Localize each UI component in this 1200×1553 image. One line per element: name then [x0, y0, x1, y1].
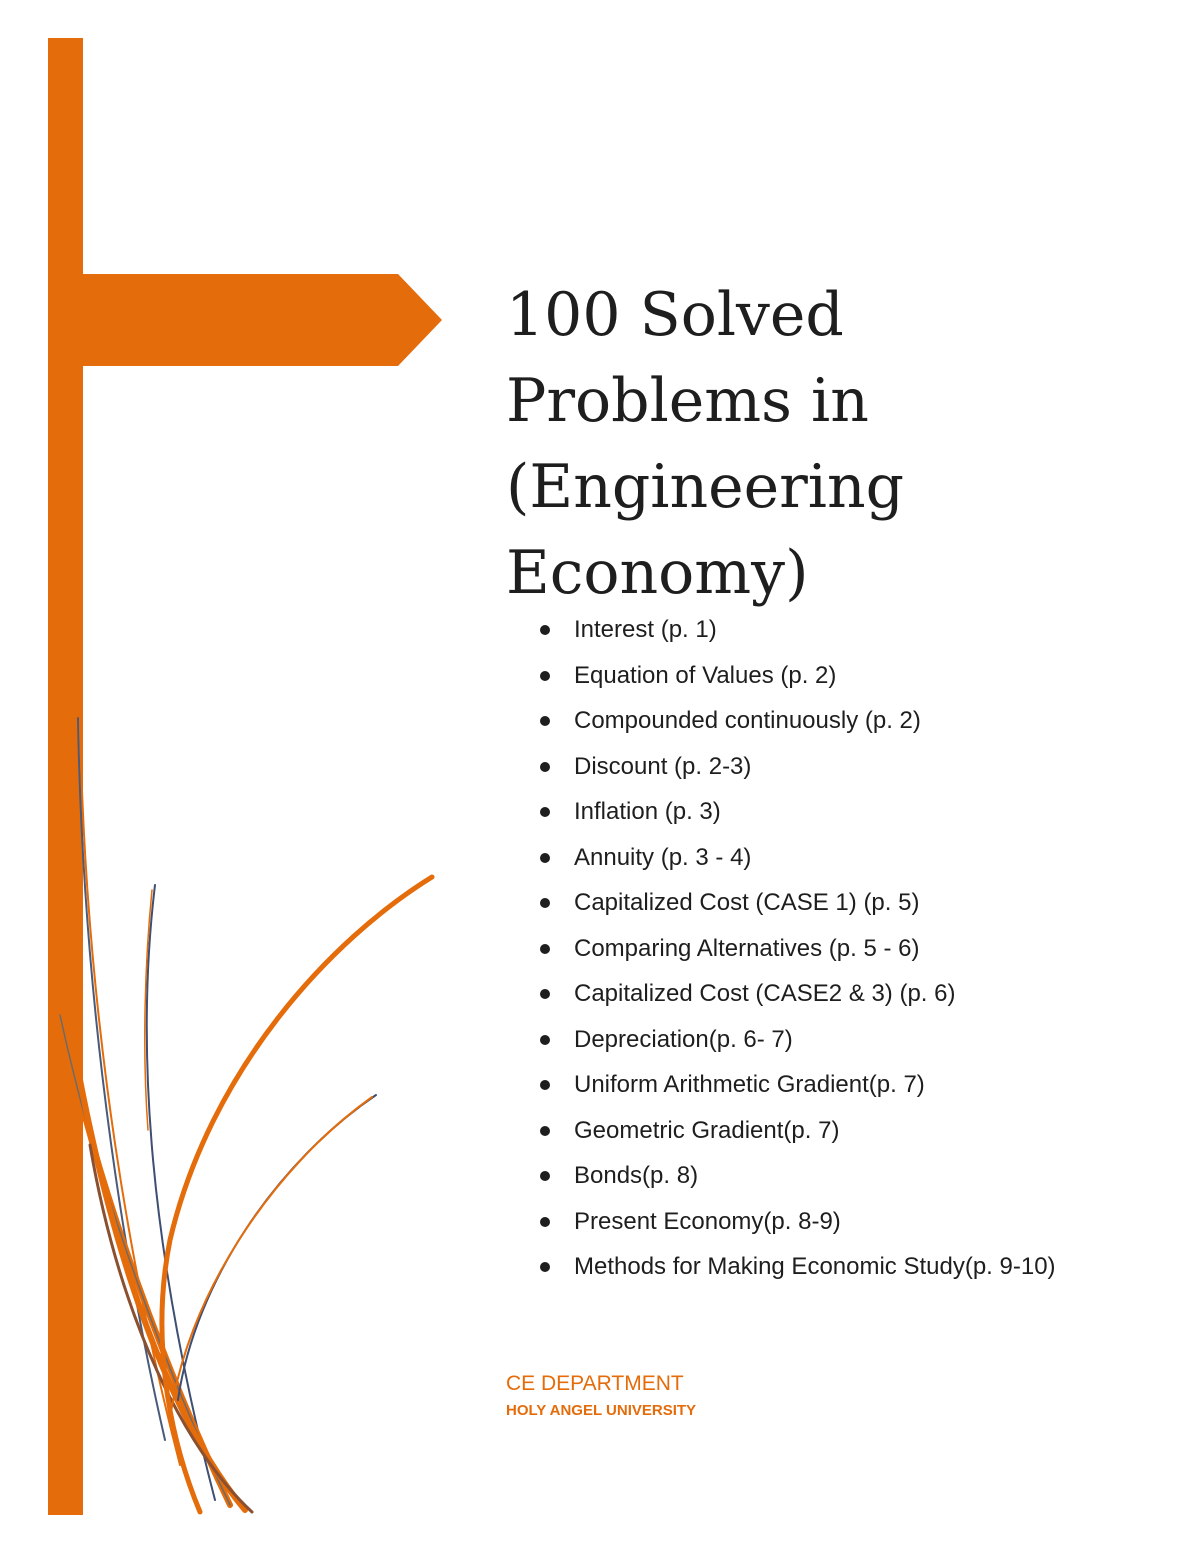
- topic-item: [530, 971, 1130, 1017]
- bullet-icon: [540, 1080, 550, 1090]
- topic-label: Comparing Alternatives (p. 5 - 6): [574, 934, 920, 962]
- topic-label: Present Economy(p. 8-9): [574, 1207, 841, 1235]
- topic-label: Geometric Gradient(p. 7): [574, 1116, 840, 1144]
- topic-label: Discount (p. 2-3): [574, 752, 752, 780]
- title-line: 100 Solved: [506, 280, 844, 350]
- title-line: Problems in: [506, 366, 869, 436]
- bullet-icon: [540, 944, 550, 954]
- topic-item: [530, 1244, 1130, 1290]
- topic-item: [530, 744, 1130, 790]
- topic-item: [530, 926, 1130, 972]
- bullet-icon: [540, 989, 550, 999]
- grass-strokes: [60, 718, 432, 1512]
- bullet-icon: [540, 853, 550, 863]
- arrow-banner: [83, 274, 442, 366]
- bullet-icon: [540, 807, 550, 817]
- topic-label: Interest (p. 1): [574, 616, 717, 643]
- vertical-bar: [48, 38, 83, 1515]
- cover-title: [506, 272, 1066, 616]
- topic-item: [530, 1108, 1130, 1154]
- topic-list: [530, 607, 1130, 1290]
- bullet-icon: [540, 1035, 550, 1045]
- topic-item: [530, 835, 1130, 881]
- bullet-icon: [540, 1217, 550, 1227]
- title-line: Economy): [506, 538, 809, 608]
- university-name: HOLY ANGEL UNIVERSITY: [506, 1402, 697, 1419]
- topic-item: [530, 653, 1130, 699]
- topic-label: Inflation (p. 3): [574, 798, 721, 825]
- topic-label: Annuity (p. 3 - 4): [574, 843, 752, 871]
- topic-item: [530, 1062, 1130, 1108]
- bullet-icon: [540, 898, 550, 908]
- topic-label: Compounded continuously (p. 2): [574, 707, 921, 734]
- bullet-icon: [540, 716, 550, 726]
- topic-item: [530, 698, 1130, 744]
- bullet-icon: [540, 1262, 550, 1272]
- topic-label: Bonds(p. 8): [574, 1162, 699, 1189]
- topic-item: [530, 1017, 1130, 1063]
- topic-label: Capitalized Cost (CASE 1) (p. 5): [574, 889, 920, 916]
- topic-label: Equation of Values (p. 2): [574, 661, 837, 689]
- topic-item: [530, 607, 1130, 653]
- topic-item: [530, 1199, 1130, 1245]
- title-line: (Engineering: [506, 452, 905, 522]
- topic-label: Capitalized Cost (CASE2 & 3) (p. 6): [574, 980, 956, 1007]
- topic-item: [530, 880, 1130, 926]
- bullet-icon: [540, 671, 550, 681]
- topic-label: Depreciation(p. 6- 7): [574, 1025, 793, 1053]
- topic-label: Uniform Arithmetic Gradient(p. 7): [574, 1071, 925, 1098]
- bullet-icon: [540, 1126, 550, 1136]
- bullet-icon: [540, 625, 550, 635]
- topic-item: [530, 789, 1130, 835]
- bullet-icon: [540, 762, 550, 772]
- bullet-icon: [540, 1171, 550, 1181]
- department-name: CE DEPARTMENT: [506, 1372, 684, 1395]
- topic-label: Methods for Making Economic Study(p. 9-10): [574, 1253, 1056, 1280]
- topic-item: [530, 1153, 1130, 1199]
